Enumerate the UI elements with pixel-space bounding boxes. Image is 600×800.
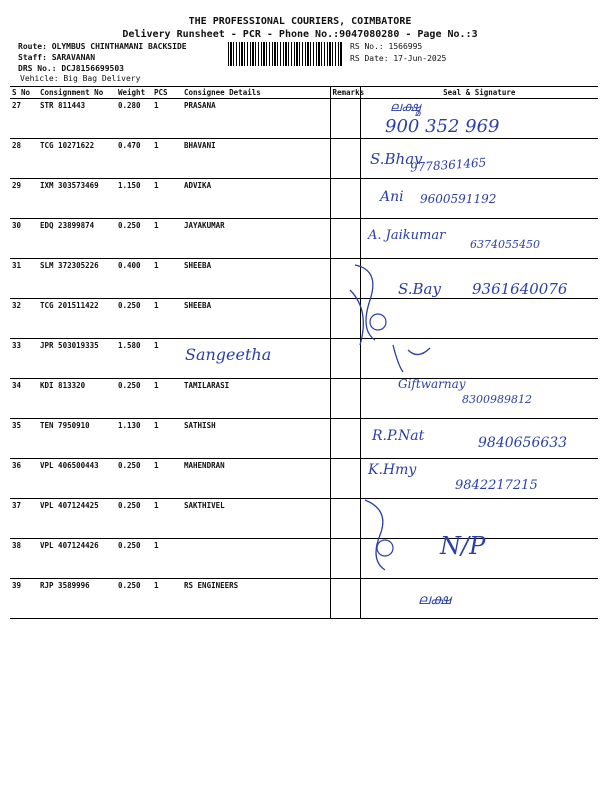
cell-consignment: STR 811443	[38, 99, 116, 139]
cell-sno: 31	[10, 259, 38, 299]
table-row	[10, 579, 598, 619]
cell-consignment: SLM 372305226	[38, 259, 116, 299]
cell-weight: 0.470	[116, 139, 152, 179]
signature-27: ലക്ഷ്മ	[390, 100, 421, 115]
cell-remarks	[330, 419, 360, 459]
cell-sno: 35	[10, 419, 38, 459]
signature-36: K.Hmy	[368, 462, 417, 478]
cell-remarks	[330, 379, 360, 419]
cell-weight: 0.250	[116, 539, 152, 579]
cell-remarks	[330, 139, 360, 179]
cell-consignee: PRASANA	[182, 99, 330, 139]
cell-weight: 1.150	[116, 179, 152, 219]
table-header	[10, 87, 598, 99]
cell-sno: 34	[10, 379, 38, 419]
table-row	[10, 99, 598, 139]
cell-weight: 0.250	[116, 379, 152, 419]
cell-consignee: JAYAKUMAR	[182, 219, 330, 259]
cell-consignment: JPR 503019335	[38, 339, 116, 379]
cell-consignment: VPL 407124425	[38, 499, 116, 539]
cell-sno: 30	[10, 219, 38, 259]
route-label: Route: OLYMBUS CHINTHAMANI BACKSIDE	[18, 42, 187, 51]
col-remarks: Remarks	[330, 87, 360, 99]
rs-date: RS Date: 17-Jun-2025	[350, 54, 447, 63]
cell-consignment: TCG 10271622	[38, 139, 116, 179]
signature-37-scribble	[355, 495, 415, 575]
cell-sno: 29	[10, 179, 38, 219]
table-row	[10, 299, 598, 339]
cell-remarks	[330, 579, 360, 619]
cell-consignee: RS ENGINEERS	[182, 579, 330, 619]
col-consignment: Consignment No	[38, 87, 116, 99]
handwritten-phone-28: 9778361465	[409, 155, 487, 175]
table-row	[10, 539, 598, 579]
col-consignee: Consignee Details	[182, 87, 330, 99]
rs-number: RS No.: 1566995	[350, 42, 423, 51]
cell-consignee: TAMILARASI	[182, 379, 330, 419]
cell-sno: 28	[10, 139, 38, 179]
handwritten-phone-34: 8300989812	[462, 393, 532, 406]
cell-consignment: TCG 201511422	[38, 299, 116, 339]
cell-remarks	[330, 99, 360, 139]
cell-consignment: IXM 303573469	[38, 179, 116, 219]
cell-weight: 0.280	[116, 99, 152, 139]
cell-sno: 39	[10, 579, 38, 619]
cell-weight: 1.130	[116, 419, 152, 459]
drs-label: DRS No.: DCJ8156699503	[18, 64, 124, 73]
runsheet-subtitle: Delivery Runsheet - PCR - Phone No.:9047080280 - Page No.:3	[122, 29, 478, 40]
signature-28: S.Bhav	[370, 150, 423, 168]
cell-sno: 38	[10, 539, 38, 579]
cell-weight: 0.250	[116, 459, 152, 499]
cell-consignee: SHEEBA	[182, 259, 330, 299]
company-title: THE PROFESSIONAL COURIERS, COIMBATORE	[188, 16, 412, 27]
handwritten-np-38: N/P	[440, 532, 486, 560]
cell-consignment: KDI 813320	[38, 379, 116, 419]
col-sno: S No	[10, 87, 38, 99]
cell-consignee: BHAVANI	[182, 139, 330, 179]
cell-weight: 0.250	[116, 579, 152, 619]
cell-pcs: 1	[152, 299, 182, 339]
cell-pcs: 1	[152, 99, 182, 139]
cell-signature	[360, 579, 598, 619]
cell-weight: 0.250	[116, 299, 152, 339]
col-pcs: PCS	[152, 87, 182, 99]
runsheet-table	[10, 86, 598, 619]
cell-consignment: VPL 406500443	[38, 459, 116, 499]
table-row	[10, 139, 598, 179]
cell-consignee: SAKTHIVEL	[182, 499, 330, 539]
cell-pcs: 1	[152, 219, 182, 259]
staff-label: Staff: SARAVANAN	[18, 53, 96, 62]
signature-35: R.P.Nat	[372, 428, 425, 444]
handwritten-name-33: Sangeetha	[185, 345, 272, 364]
cell-consignment: RJP 3589996	[38, 579, 116, 619]
cell-remarks	[330, 459, 360, 499]
cell-pcs: 1	[152, 179, 182, 219]
cell-pcs: 1	[152, 139, 182, 179]
cell-sno: 36	[10, 459, 38, 499]
cell-pcs: 1	[152, 419, 182, 459]
col-signature: Seal & Signature	[360, 87, 598, 99]
cell-weight: 0.400	[116, 259, 152, 299]
cell-weight: 0.250	[116, 219, 152, 259]
cell-pcs: 1	[152, 539, 182, 579]
cell-pcs: 1	[152, 259, 182, 299]
table-row	[10, 499, 598, 539]
cell-consignment: TEN 7950910	[38, 419, 116, 459]
cell-consignee: SHEEBA	[182, 299, 330, 339]
barcode	[228, 42, 342, 66]
cell-consignee: MAHENDRAN	[182, 459, 330, 499]
handwritten-phone-31: 9361640076	[472, 280, 568, 298]
cell-pcs: 1	[152, 579, 182, 619]
cell-sno: 27	[10, 99, 38, 139]
cell-pcs: 1	[152, 459, 182, 499]
cell-sno: 37	[10, 499, 38, 539]
cell-sno: 33	[10, 339, 38, 379]
cell-consignment: EDQ 23899874	[38, 219, 116, 259]
handwritten-phone-30: 6374055450	[470, 238, 540, 251]
cell-pcs: 1	[152, 339, 182, 379]
cell-consignment: VPL 407124426	[38, 539, 116, 579]
handwritten-phone-35: 9840656633	[478, 435, 568, 451]
cell-pcs: 1	[152, 379, 182, 419]
handwritten-phone-29: 9600591192	[420, 192, 497, 206]
handwritten-phone-27: 900 352 969	[385, 116, 500, 137]
vehicle-label: Vehicle: Big Bag Delivery	[20, 74, 141, 83]
signature-31: S.Bay	[398, 280, 441, 298]
signature-39: ലക്ഷ	[418, 592, 451, 608]
cell-remarks	[330, 219, 360, 259]
cell-weight: 0.250	[116, 499, 152, 539]
handwritten-phone-36: 9842217215	[455, 478, 538, 493]
cell-remarks	[330, 179, 360, 219]
cell-consignee: SATHISH	[182, 419, 330, 459]
signature-32-scribble	[340, 260, 400, 350]
cell-pcs: 1	[152, 499, 182, 539]
table-row	[10, 339, 598, 379]
col-weight: Weight	[116, 87, 152, 99]
signature-30: A. Jaikumar	[368, 228, 446, 243]
cell-sno: 32	[10, 299, 38, 339]
cell-consignee: ADVIKA	[182, 179, 330, 219]
table-row	[10, 179, 598, 219]
signature-33-scribble	[388, 340, 438, 380]
signature-29: Ani	[380, 189, 404, 205]
cell-weight: 1.580	[116, 339, 152, 379]
cell-consignee	[182, 539, 330, 579]
signature-34: Giftwarnay	[398, 377, 466, 391]
